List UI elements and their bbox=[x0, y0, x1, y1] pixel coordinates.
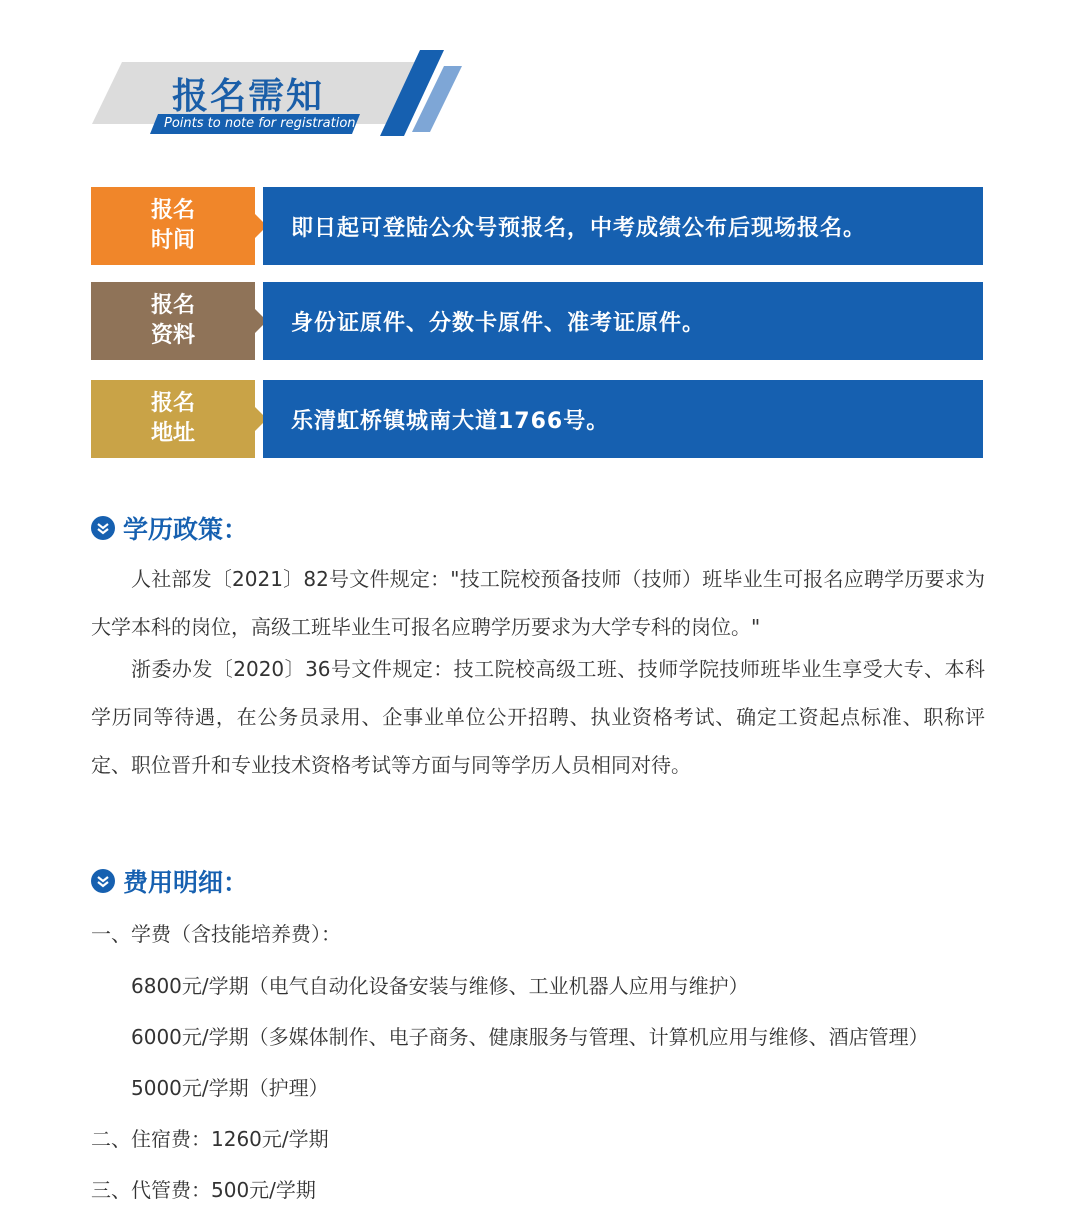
fees-title: 费用明细： bbox=[123, 868, 249, 897]
banner-subtitle: Points to note for registration bbox=[164, 116, 356, 131]
info-row-documents bbox=[91, 282, 983, 360]
info-value-address: 乐清虹桥镇城南大道1766号。 bbox=[263, 380, 983, 458]
education-policy-heading bbox=[91, 510, 248, 546]
info-value-documents: 身份证原件、分数卡原件、准考证原件。 bbox=[263, 282, 983, 360]
chevron-down-circle-icon bbox=[91, 516, 115, 540]
education-policy-title: 学历政策： bbox=[123, 515, 249, 544]
header-banner bbox=[0, 0, 1080, 160]
info-value-time: 即日起可登陆公众号预报名，中考成绩公布后现场报名。 bbox=[263, 187, 983, 265]
tuition-item: 6800元/学期（电气自动化设备安装与维修、工业机器人应用与维护） bbox=[131, 974, 749, 998]
info-label-documents: 报名资料 bbox=[91, 282, 255, 360]
custody-fee: 三、代管费：500元/学期 bbox=[91, 1178, 316, 1202]
banner-graphic bbox=[0, 0, 1080, 160]
tuition-heading: 一、学费（含技能培养费）： bbox=[91, 922, 341, 946]
policy-paragraph: 人社部发〔2021〕82号文件规定："技工院校预备技师（技师）班毕业生可报名应聘学历要求为大学本科的岗位，高级工班毕业生可报名应聘学历要求为大学专科的岗位。" bbox=[91, 567, 985, 639]
banner-title: 报名需知 bbox=[172, 76, 325, 117]
policy-paragraph: 浙委办发〔2020〕36号文件规定：技工院校高级工班、技师学院技师班毕业生享受大专、本科学历同等待遇，在公务员录用、企事业单位公开招聘、执业资格考试、确定工资起点标准、职称评定、职位晋升和专业技术资格考试等方面与同等学历人员相同对待。 bbox=[91, 657, 985, 777]
tuition-item: 6000元/学期（多媒体制作、电子商务、健康服务与管理、计算机应用与维修、酒店管理） bbox=[131, 1025, 929, 1049]
info-row-time bbox=[91, 187, 983, 265]
info-row-address bbox=[91, 380, 983, 458]
lodging-fee: 二、住宿费：1260元/学期 bbox=[91, 1127, 329, 1151]
fees-heading bbox=[91, 863, 248, 899]
chevron-down-circle-icon bbox=[91, 869, 115, 893]
tuition-item: 5000元/学期（护理） bbox=[131, 1076, 329, 1100]
info-label-time: 报名时间 bbox=[91, 187, 255, 265]
info-label-address: 报名地址 bbox=[91, 380, 255, 458]
